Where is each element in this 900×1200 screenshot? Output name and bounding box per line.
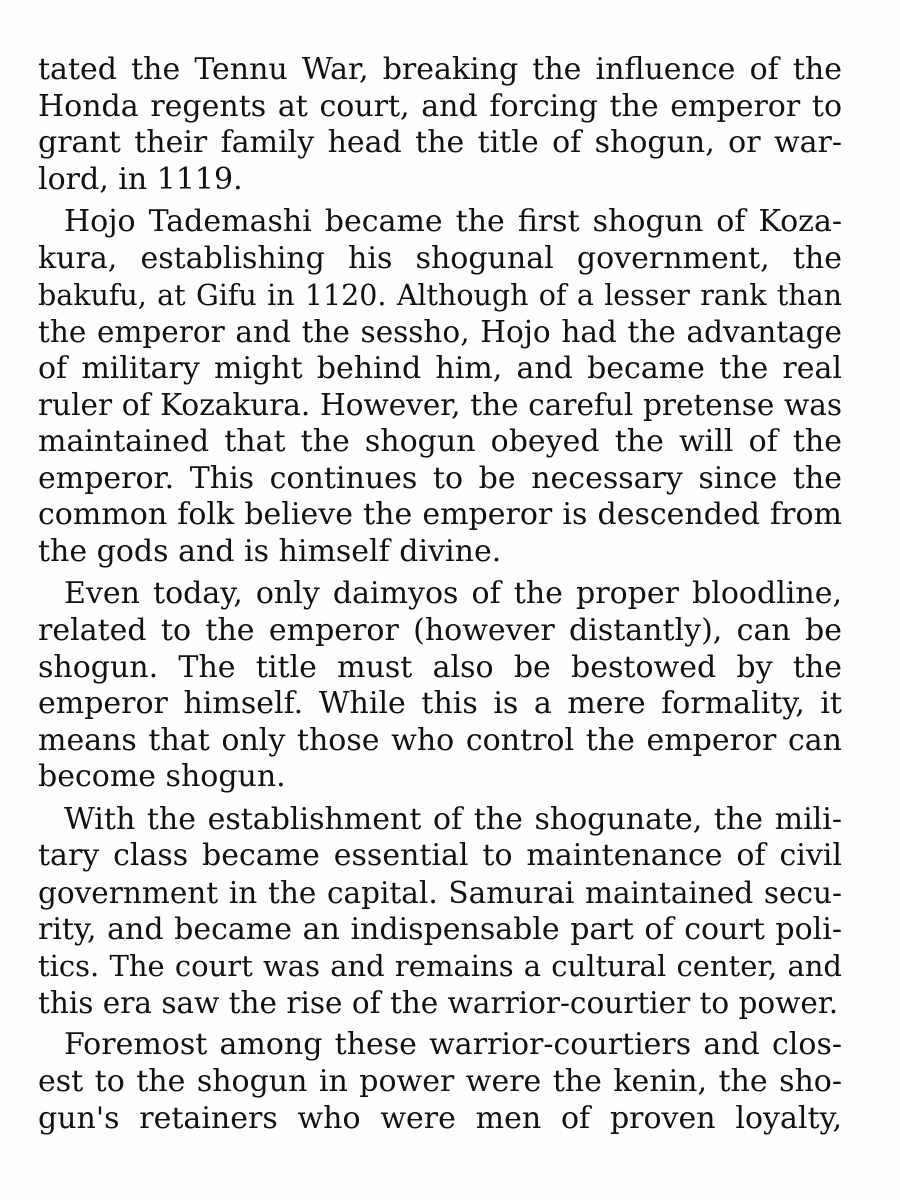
paragraph-2-line-2: kura, establishing his shogunal government, the xyxy=(38,240,842,276)
paragraph-4-line-4: rity, and became an indispensable part of court poli- xyxy=(38,911,842,947)
paragraph-2-line-5: of military might behind him, and became the real xyxy=(38,350,842,386)
paragraph-3-line-6: become shogun. xyxy=(38,759,286,795)
paragraph-5-line-1: Foremost among these warrior-courtiers and clos- xyxy=(64,1027,842,1063)
paragraph-3-line-3: shogun. The title must also be bestowed by the xyxy=(38,649,842,685)
paragraph-2-line-6: ruler of Kozakura. However, the careful pretense was xyxy=(38,388,842,423)
paragraph-5-line-3: gun's retainers who were men of proven loyalty, xyxy=(38,1100,842,1136)
paragraph-3-line-1: Even today, only daimyos of the proper bloodline, xyxy=(64,576,842,612)
paragraph-2-line-7: maintained that the shogun obeyed the will of the xyxy=(38,423,842,459)
paragraph-3-line-2: related to the emperor (however distantly), can be xyxy=(38,612,842,648)
paragraph-1-line-3: grant their family head the title of shogun, or war- xyxy=(38,125,842,161)
paragraph-1-line-2: Honda regents at court, and forcing the emperor to xyxy=(38,88,842,124)
paragraph-2-line-1: Hojo Tademashi became the first shogun of Koza- xyxy=(64,204,842,240)
paragraph-3-line-5: means that only those who control the emperor can xyxy=(38,722,842,758)
paragraph-4-line-6: this era saw the rise of the warrior-courtier to power. xyxy=(38,985,839,1020)
paragraph-2-line-8: emperor. This continues to be necessary since the xyxy=(38,460,842,496)
paragraph-4-line-5: tics. The court was and remains a cultural center, and xyxy=(38,949,842,984)
paragraph-1-line-4: lord, in 1119. xyxy=(38,161,243,197)
paragraph-1-line-1: tated the Tennu War, breaking the influence of the xyxy=(38,52,842,87)
paragraph-2-line-10: the gods and is himself divine. xyxy=(38,533,502,569)
paragraph-2-line-3: bakufu, at Gifu in 1120. Although of a lesser rank than xyxy=(38,278,842,312)
paragraph-4-line-2: tary class became essential to maintenance of civil xyxy=(38,838,842,874)
paragraph-5-line-2: est to the shogun in power were the kenin, the sho- xyxy=(38,1064,842,1100)
text-column xyxy=(38,52,842,1137)
paragraph-2-line-4: the emperor and the sessho, Hojo had the advantage xyxy=(38,315,842,350)
paragraph-3-line-4: emperor himself. While this is a mere formality, it xyxy=(38,686,842,722)
paragraph-4-line-1: With the establishment of the shogunate, the mili- xyxy=(64,801,842,837)
paragraph-4-line-3: government in the capital. Samurai maintained secu- xyxy=(38,876,842,911)
paragraph-2-line-9: common folk believe the emperor is descended from xyxy=(38,497,842,533)
